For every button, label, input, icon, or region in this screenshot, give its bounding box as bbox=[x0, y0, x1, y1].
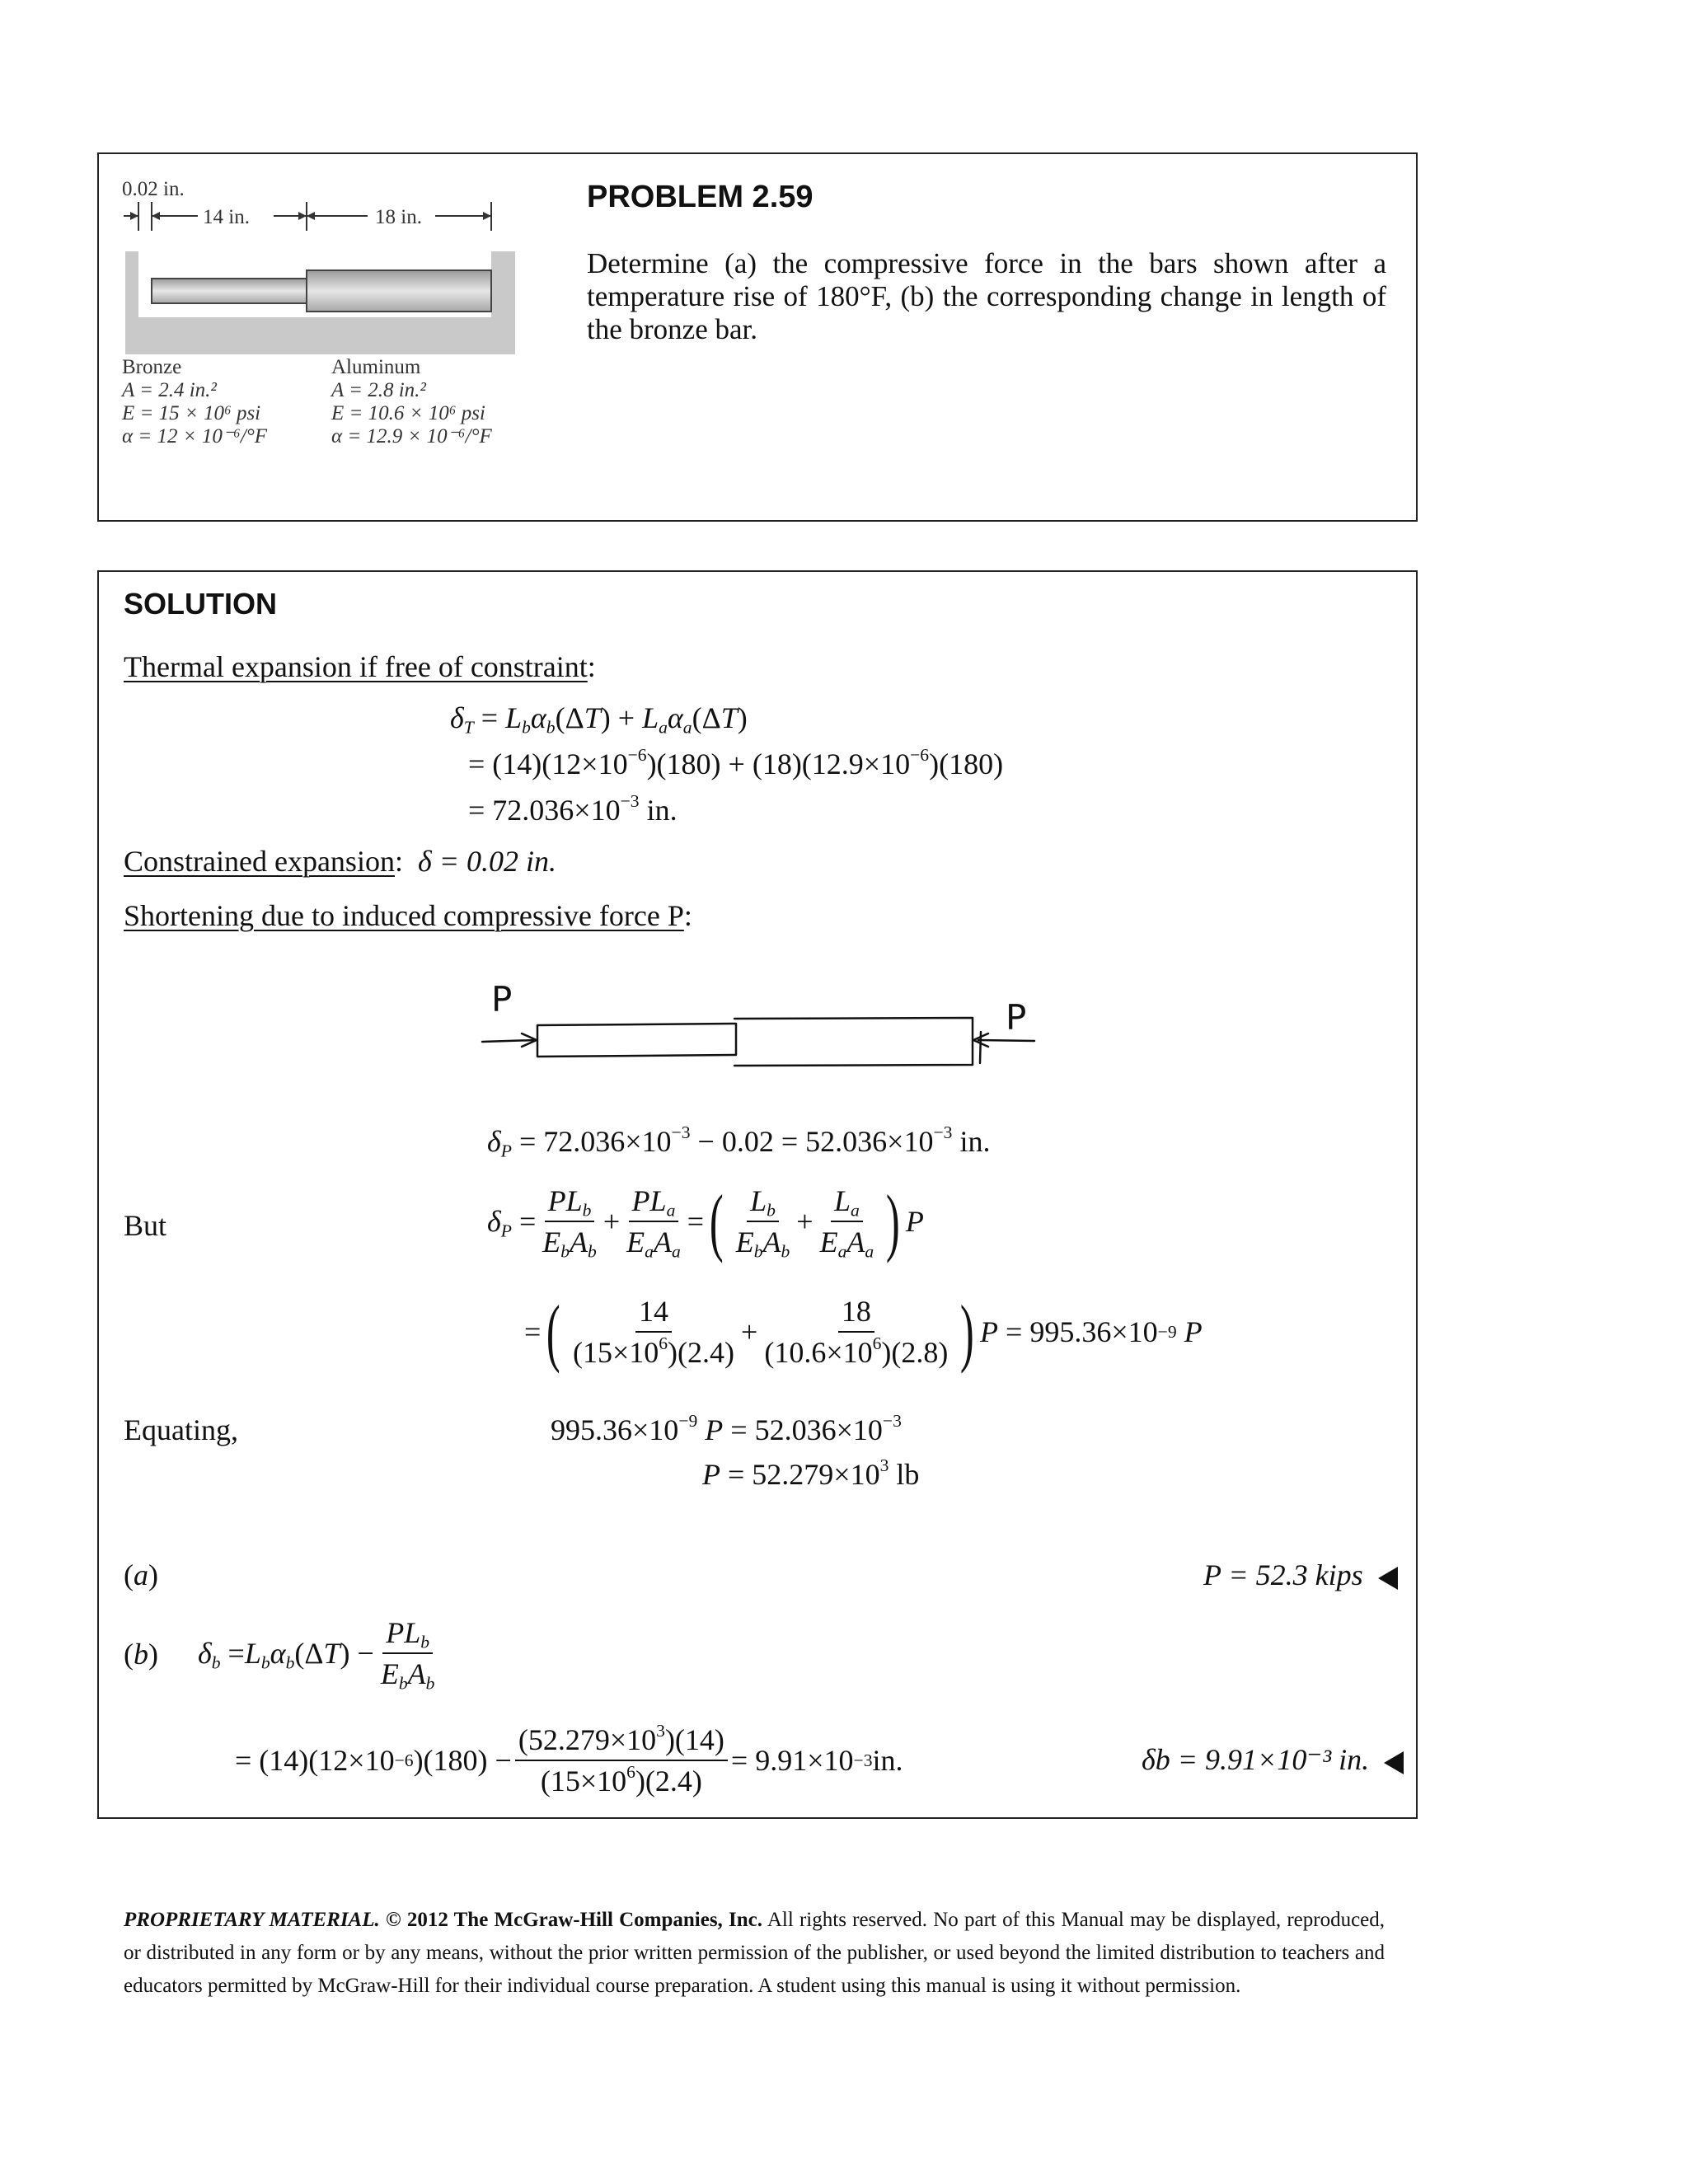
solution-heading: SOLUTION bbox=[124, 587, 277, 621]
problem-statement: Determine (a) the compressive force in the bars shown after a temperature rise of 180°F, (b) the corresponding change in length of the bronze bar. bbox=[587, 247, 1386, 345]
footer-lead: PROPRIETARY MATERIAL. bbox=[124, 1909, 380, 1931]
bronze-modulus: E = 15 × 10⁶ psi bbox=[122, 402, 261, 424]
problem-title: PROBLEM 2.59 bbox=[587, 180, 814, 214]
copyright-footer bbox=[124, 1904, 1385, 2003]
part-b-label: (b) bbox=[124, 1638, 158, 1671]
gap-label: 0.02 in. bbox=[122, 178, 185, 200]
deltaP-numeric-eq: = ( $\frac{14}{(15\times 10^6)(2.4)}$ + $\frac{18}{(10.6\times 10^6)(2.8)}$ ) P = 995.36×10 −9 P bbox=[524, 1290, 1203, 1374]
thermal-eq-3: = $72.036\times 10^{-3}$ in. bbox=[468, 790, 678, 827]
bronze-alpha: α = 12 × 10⁻⁶/°F bbox=[122, 425, 267, 448]
answer-a-value: P = 52.3 kips bbox=[1203, 1558, 1363, 1591]
aluminum-area: A = 2.8 in.² bbox=[331, 379, 426, 401]
answer-a bbox=[1203, 1558, 1398, 1592]
bronze-properties bbox=[122, 356, 267, 448]
aluminum-name: Aluminum bbox=[331, 356, 421, 378]
constrained-label: Constrained expansion bbox=[124, 845, 395, 878]
bronze-area: A = 2.4 in.² bbox=[122, 379, 217, 401]
answer-marker-icon bbox=[1378, 1567, 1398, 1590]
constrained-line: Constrained expansion: δ = 0.02 in. bbox=[124, 845, 556, 878]
equating-eq-1: $995.36\times 10^{-9}$ $P = 52.036\times 10^{-3}$ bbox=[551, 1410, 902, 1446]
bars-diagram bbox=[115, 198, 528, 363]
sketch-force-right: P bbox=[1006, 997, 1027, 1038]
aluminum-properties bbox=[331, 356, 492, 448]
thermal-eq-1: $\delta_T = L_b\alpha_b(\Delta T) + L_a\alpha_a(\Delta T)$ bbox=[450, 701, 748, 738]
shortening-label: Shortening due to induced compressive force P bbox=[124, 899, 684, 932]
equating-eq-2: $P = 52.279\times 10^3$ lb bbox=[702, 1455, 920, 1491]
answer-b bbox=[1142, 1742, 1404, 1777]
length-label-aluminum: 18 in. bbox=[375, 206, 422, 228]
but-label: But bbox=[124, 1209, 167, 1242]
thermal-expansion-line: Thermal expansion if free of constraint: bbox=[124, 650, 596, 683]
thermal-expansion-label: Thermal expansion if free of constraint bbox=[124, 650, 588, 683]
part-a-label: (a) bbox=[124, 1558, 158, 1591]
constrained-equation: δ = 0.02 in. bbox=[417, 845, 556, 878]
footer-text: All rights reserved. No part of this Manual may be displayed, reproduced, or distributed in any form or by any means, without the prior written permission of the publisher, or used beyond the limited distribution to teachers and educators permitted by McGraw-Hill for their individual course preparation. A student using this manual is using it without permission. bbox=[124, 1909, 1386, 1997]
shortening-line: Shortening due to induced compressive force P: bbox=[124, 899, 692, 932]
deltaP-eq: $\delta_P = 72.036\times 10^{-3} - 0.02 = 52.036\times 10^{-3}$ in. bbox=[487, 1122, 991, 1161]
deltaP-general-eq: $\delta_P$ = $\frac{PL_b}{E_bA_b}$ + $\frac{PL_a}{E_aA_a}$ = ( $\frac{L_b}{E_bA_b}$ + $\frac{L_a}{E_aA_a}$ ) P bbox=[487, 1179, 924, 1263]
sketch-force-left: P bbox=[491, 979, 513, 1019]
equating-label: Equating, bbox=[124, 1413, 238, 1446]
bronze-name: Bronze bbox=[122, 356, 182, 378]
deltab-numeric-eq: = (14)(12×10 −6 )(180) − $\frac{(52.279\times 10^3)(14)}{(15\times 10^6)(2.4)}$ = 9.91×10 −3 in. bbox=[235, 1720, 903, 1797]
length-label-bronze: 14 in. bbox=[203, 206, 250, 228]
answer-marker-icon bbox=[1384, 1751, 1404, 1774]
sketch-drawing bbox=[474, 972, 1067, 1088]
deltab-eq: $\delta_b$ = $L_b\alpha_b$ (Δ T ) − $\frac{PL_b}{E_bA_b}$ bbox=[198, 1616, 435, 1694]
answer-b-value: δb = 9.91×10⁻³ in. bbox=[1142, 1743, 1370, 1776]
thermal-eq-2: = $(14)(12\times 10^{-6})(180) + (18)(12.9\times 10^{-6})(180)$ bbox=[468, 744, 1004, 780]
aluminum-modulus: E = 10.6 × 10⁶ psi bbox=[331, 402, 485, 424]
footer-copyright: © 2012 The McGraw-Hill Companies, Inc. bbox=[385, 1909, 762, 1931]
aluminum-alpha: α = 12.9 × 10⁻⁶/°F bbox=[331, 425, 492, 448]
